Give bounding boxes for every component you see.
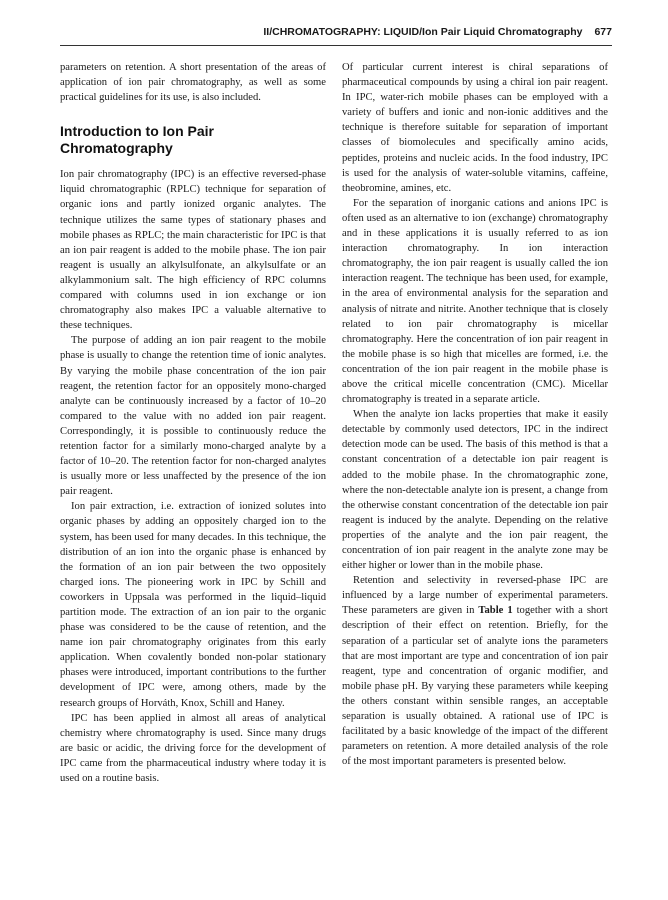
paragraph: Ion pair extraction, i.e. extraction of ionized solutes into organic phases by adding an oppositely charged ion to the system, has been used for many decades. In this technique, the distribution of an ion into the organic phase is enhanced by the formation of an ion pair between the two oppositely charged ions. The pioneering work in IPC by Schill and coworkers in Uppsala was performed in the liquid–liquid partition mode. The extraction of an ion pair to the organic phase was considered to be the cause of retention, and the name ion pair chromatography originates from this early application. When covalently bonded non-polar stationary phases were introduced, important contributions to the further development of IPC were, among others, made by the research groups of Horváth, Knox, Schill and Haney. xyxy=(60,501,326,709)
running-title: II/CHROMATOGRAPHY: LIQUID/Ion Pair Liquid Chromatography xyxy=(263,26,583,38)
section-heading: Introduction to Ion Pair Chromatography xyxy=(60,123,214,157)
right-column xyxy=(342,60,608,769)
paragraph xyxy=(342,573,608,769)
paragraph: For the separation of inorganic cations and anions IPC is often used as an alternative to ion (exchange) chromatography and in these applications it is usually referred to as ion interaction chromatography. In ion interaction chromatography, the ion pair reagent is usually called the ion interaction reagent. The technique has been used, for example, in the area of environmental analysis for the separation and analysis of nitrate and nitrite. Another technique that is closely related to ion pair chromatography is micellar chromatography. Here the concentration of ion pair reagent in the mobile phase is so high that micelles are formed, i.e. the concentration of the ion pair reagent in the mobile phase is above the critical micelle concentration (CMC). Micellar chromatography is treated in a separate article. xyxy=(342,197,608,406)
paragraph: When the analyte ion lacks properties that make it easily detectable by commonly used detectors, IPC in the indirect detection mode can be used. The basis of this method is that a constant concentration of a detectable ion pair reagent is added to the mobile phase. In the chromatographic zone, where the non-detectable analyte ion is present, a change from the otherwise constant concentration of the detectable ion pair reagent is induced by the analyte. Depending on the relative properties of the analyte and the ion pair reagent, the concentration of ion pair reagent in the analyte zone may be either higher or lower than in the mobile phase. xyxy=(342,409,608,572)
page-number: 677 xyxy=(594,26,612,38)
header-rule xyxy=(60,45,612,46)
paragraph: The purpose of adding an ion pair reagent to the mobile phase is usually to change the retention time of ionic analytes. By varying the mobile phase concentration of the ion pair reagent, the retention factor for an oppositely mono-charged analyte can be continuously increased by a factor of 10–20 compared to the value with no added ion pair reagent. Correspondingly, it is possible to continuously reduce the retention factor for a similarly mono-charged analyte by a factor of 10–20. The retention factor for non-charged analytes is usually more or less unaffected by the presence of the ion pair reagent. xyxy=(60,335,326,498)
intro-paragraph: parameters on retention. A short presentation of the areas of application of ion pair chromatography, as well as some practical guidelines for its use, is also included. xyxy=(60,62,326,104)
running-header xyxy=(60,26,612,43)
left-column xyxy=(60,60,326,786)
paragraph-text: together with a short description of their effect on retention. Briefly, for the separation of a particular set of analyte ions the parameters that are most important are type and concentration of ion pair reagent, type and concentration of organic modifier, and mobile phase pH. By varying these parameters while keeping the others constant within sensible ranges, an acceptable separation is usually obtained. A rational use of IPC is facilitated by a basic knowledge of the impact of the different parameters on retention. A more detailed analysis of the role of the most important parameters is presented below. xyxy=(342,605,609,768)
paragraph: IPC has been applied in almost all areas of analytical chemistry where chromatography is used. Since many drugs are basic or acidic, the driving force for the development of IPC came from the pharmaceutical industry where today it is used on a routine basis. xyxy=(60,712,326,785)
paragraph: Of particular current interest is chiral separations of pharmaceutical compounds by using a chiral ion pair reagent. In IPC, water-rich mobile phases can be employed with a variety of buffers and ionic and non-ionic additives and the technique is therefore suitable for separation of important classes of biomolecules and specifically amino acids, peptides, proteins and nucleic acids. In the food industry, IPC is used for the analysis of water-soluble vitamins, caffeine, theobromine, amines, etc. xyxy=(342,62,608,194)
paragraph: Ion pair chromatography (IPC) is an effective reversed-phase liquid chromatographic (RPLC) technique for separation of organic ions and partly ionized organic analytes. The technique utilizes the same types of stationary phases and mobile phases as RPLC; the main characteristic for IPC is that an ion pair reagent is added to the mobile phase. The ion pair reagent is usually an alkylsulfonate, an alkylsulfate or an alkylammonium salt. The high efficiency of RPC columns compared with columns used in ion exchange or ion chromatography also makes IPC a valuable alternative to these techniques. xyxy=(60,169,326,332)
table-reference[interactable]: Table 1 xyxy=(478,605,513,617)
paragraph-text: Retention and selectivity in reversed-phase IPC are influenced by a large number of experimental parameters. These parameters are given in xyxy=(342,575,608,617)
